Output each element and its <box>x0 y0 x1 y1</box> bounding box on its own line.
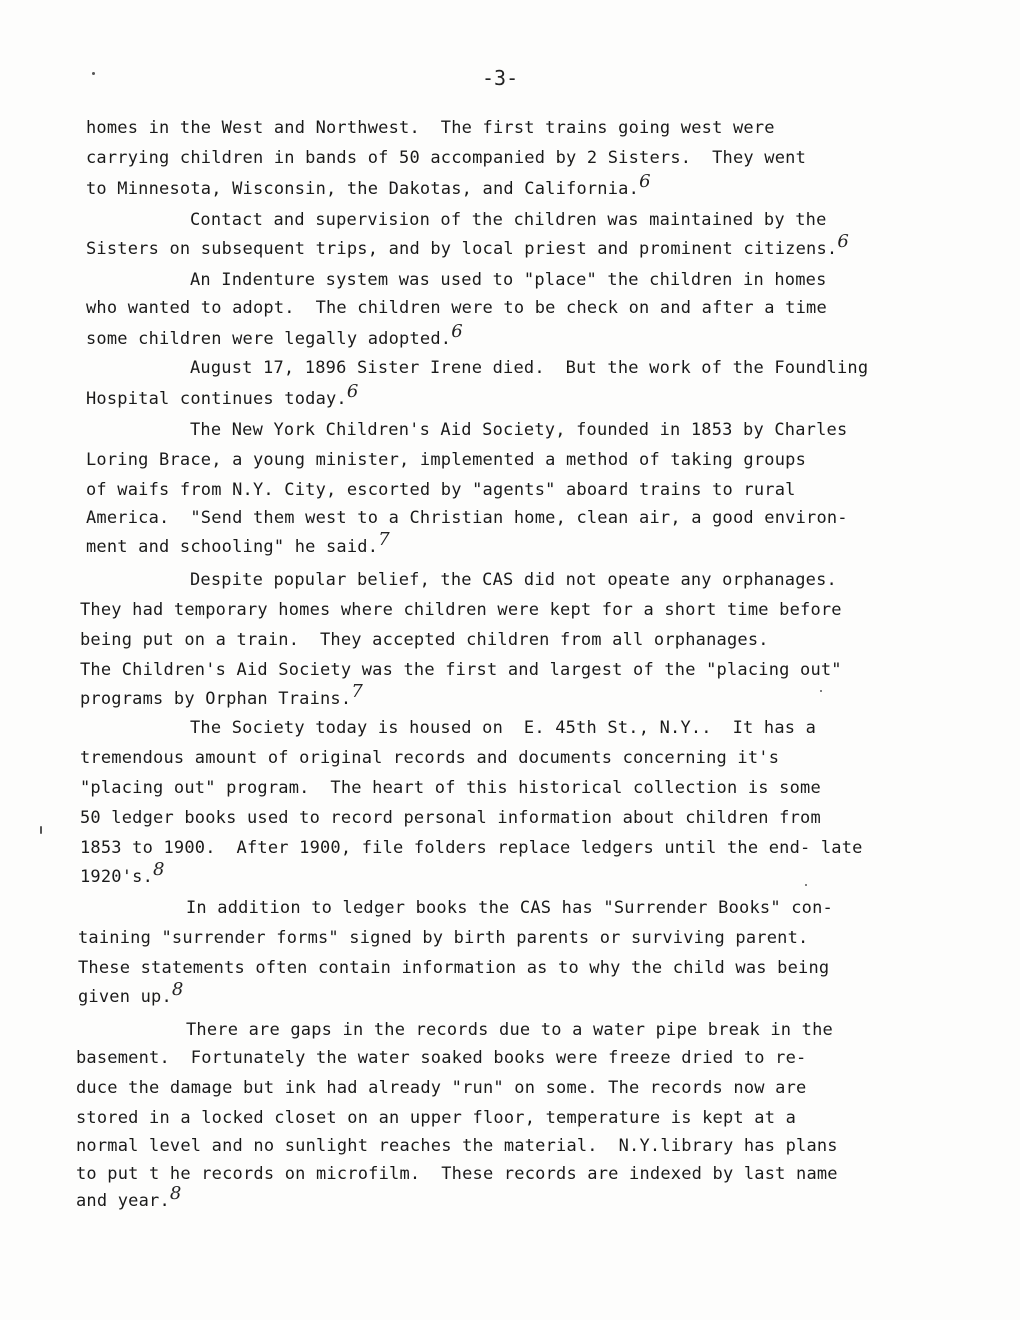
text-line: carrying children in bands of 50 accompanied by 2 Sisters. They went <box>86 148 807 168</box>
scan-speck <box>92 72 95 75</box>
text-line: 1853 to 1900. After 1900, file folders replace ledgers until the end- late <box>80 838 863 858</box>
text-line: normal level and no sunlight reaches the material. N.Y.library has plans <box>76 1136 838 1156</box>
text-line-content: programs by Orphan Trains. <box>80 689 352 709</box>
text-line: Despite popular belief, the CAS did not opeate any orphanages. <box>190 570 837 590</box>
text-line: In addition to ledger books the CAS has "Surrender Books" con- <box>186 898 833 918</box>
text-line <box>86 321 463 349</box>
text-line: America. "Send them west to a Christian home, clean air, a good environ- <box>86 508 848 528</box>
text-line <box>80 859 165 887</box>
text-line: of waifs from N.Y. City, escorted by "agents" aboard trains to rural <box>86 480 796 500</box>
text-line: stored in a locked closet on an upper floor, temperature is kept at a <box>76 1108 797 1128</box>
handwritten-footnote-mark: 7 <box>378 529 390 550</box>
text-line: These statements often contain information as to why the child was being <box>78 958 830 978</box>
text-line: taining "surrender forms" signed by birth parents or surviving parent. <box>78 928 809 948</box>
text-line <box>78 979 184 1007</box>
text-line: Loring Brace, a young minister, implemented a method of taking groups <box>86 450 807 470</box>
text-line-content: 1920's. <box>80 867 154 887</box>
handwritten-footnote-mark: 7 <box>351 681 363 702</box>
text-line: An Indenture system was used to "place" the children in homes <box>190 270 827 290</box>
text-line: 50 ledger books used to record personal information about children from <box>80 808 821 828</box>
text-line <box>86 171 651 199</box>
text-line: "placing out" program. The heart of this historical collection is some <box>80 778 821 798</box>
text-line-content: given up. <box>78 987 172 1007</box>
handwritten-footnote-mark: 8 <box>169 1183 182 1204</box>
text-line-content: ment and schooling" he said. <box>86 537 379 557</box>
text-line <box>86 381 359 409</box>
scan-speck <box>40 826 42 834</box>
text-line: The Society today is housed on E. 45th St., N.Y.. It has a <box>190 718 817 738</box>
text-line: The New York Children's Aid Society, founded in 1853 by Charles <box>190 420 848 440</box>
text-line-content: Sisters on subsequent trips, and by local priest and prominent citizens. <box>86 239 838 259</box>
text-line: The Children's Aid Society was the first and largest of the "placing out" <box>80 660 842 680</box>
handwritten-footnote-mark: 8 <box>153 859 165 880</box>
text-line-content: and year. <box>76 1191 170 1211</box>
text-line: being put on a train. They accepted children from all orphanages. <box>80 630 769 650</box>
text-line <box>86 529 390 557</box>
handwritten-footnote-mark: 8 <box>171 979 184 1000</box>
text-line <box>86 231 849 259</box>
text-line: homes in the West and Northwest. The first trains going west were <box>86 118 775 138</box>
text-line <box>80 681 363 709</box>
text-line <box>76 1183 182 1211</box>
handwritten-footnote-mark: 6 <box>639 171 651 192</box>
handwritten-footnote-mark: 6 <box>837 231 849 252</box>
text-line: basement. Fortunately the water soaked books were freeze dried to re- <box>76 1048 807 1068</box>
text-line-content: to Minnesota, Wisconsin, the Dakotas, and California. <box>86 179 640 199</box>
text-line: to put t he records on microfilm. These records are indexed by last name <box>76 1164 838 1184</box>
text-line: who wanted to adopt. The children were to be check on and after a time <box>86 298 827 318</box>
handwritten-footnote-mark: 6 <box>451 321 463 342</box>
text-line: tremendous amount of original records and documents concerning it's <box>80 748 780 768</box>
handwritten-footnote-mark: 6 <box>346 381 359 402</box>
text-line: They had temporary homes where children were kept for a short time before <box>80 600 842 620</box>
page-number: -3- <box>482 66 519 90</box>
text-line: August 17, 1896 Sister Irene died. But the work of the Foundling <box>190 358 869 378</box>
text-line: There are gaps in the records due to a water pipe break in the <box>186 1020 833 1040</box>
text-line: duce the damage but ink had already "run" on some. The records now are <box>76 1078 807 1098</box>
scan-speck <box>805 884 807 886</box>
text-line-content: some children were legally adopted. <box>86 329 452 349</box>
text-line: Contact and supervision of the children was maintained by the <box>190 210 827 230</box>
scan-speck <box>820 690 822 692</box>
text-line-content: Hospital continues today. <box>86 389 347 409</box>
